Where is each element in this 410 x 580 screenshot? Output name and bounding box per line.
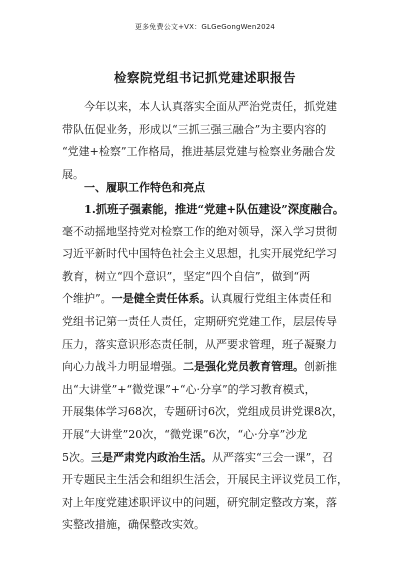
subheading: 1.抓班子强素能，推进“党建+队伍建设”深度融合。: [84, 202, 345, 216]
main-lines: [62, 221, 362, 537]
body-text: 教育，树立“四个意识”，坚定“四个自信”，做到“两: [62, 269, 311, 283]
body-line: [62, 334, 362, 357]
body-text: 压力，落实意识形态责任制，从严要求管理，班子凝聚力: [62, 337, 337, 351]
body-text: 向心力战斗力明显增强。: [62, 360, 183, 374]
body-text: 开展“大讲堂”20次，“微党课”6次，“心·分享”沙龙: [62, 427, 308, 441]
body-line: [62, 379, 362, 402]
header-note: 更多免费公文+VX：GLGeGongWen2024: [134, 23, 276, 31]
main-paragraph: [62, 198, 362, 537]
body-text: 习近平新时代中国特色社会主义思想，扎实开展党纪学习: [62, 247, 337, 261]
body-line: [62, 356, 362, 379]
body-line: [62, 311, 362, 334]
emphasis-text: 二是强化党员教育管理。: [183, 360, 304, 374]
body-line: [62, 424, 362, 447]
body-text: 认真履行党组主体责任和: [210, 292, 332, 306]
intro-line: 今年以来，本人认真落实全面从严治党责任，抓党建: [84, 100, 337, 113]
intro-line: “党建+检察”工作格局，推进基层党建与检察业务融合发: [62, 145, 336, 159]
body-text: 创新推: [304, 360, 337, 374]
body-text: 毫不动摇地坚持党对检察工作的绝对领导，深入学习贯彻: [62, 224, 337, 238]
intro-paragraph: [62, 96, 362, 186]
body-line: [62, 492, 362, 515]
body-line: [62, 221, 362, 244]
emphasis-text: 一是健全责任体系。: [111, 292, 211, 306]
body-text: 从严落实“三会一课”，召: [212, 450, 334, 464]
body-line: [62, 514, 362, 537]
emphasis-text: 三是严肃党内政治生活。: [91, 450, 212, 464]
intro-line: 带队伍促业务，形成以“三抓三强三融合”为主要内容的: [62, 122, 327, 136]
body-text: 个维护”。: [62, 292, 112, 306]
body-line: [62, 447, 362, 470]
body-text: 党组书记第一责任人责任，定期研究党建工作，层层传导: [62, 314, 337, 328]
body-text: 开专题民主生活会和组织生活会，开展民主评议党员工作，: [62, 473, 348, 487]
document-title: 检察院党组书记抓党建述职报告: [113, 70, 296, 85]
section-heading: 一、履职工作特色和亮点: [84, 181, 205, 194]
body-text: 出“大讲堂”+“微党课”+“心·分享”的学习教育模式，: [62, 382, 316, 396]
body-text: 对上年度党建述职评议中的问题，研究制定整改方案，落: [62, 495, 337, 509]
body-text: 实整改措施，确保整改实效。: [62, 518, 205, 532]
body-line: [62, 266, 362, 289]
section-heading-block: [62, 177, 362, 200]
body-line: [62, 469, 362, 492]
body-line: [62, 243, 362, 266]
body-text: 5次。: [62, 450, 91, 464]
intro-line: 展。: [62, 167, 84, 181]
body-line: [62, 401, 362, 424]
body-text: 开展集体学习68次，专题研讨6次，党组成员讲党课8次，: [62, 405, 343, 419]
body-line: [62, 288, 362, 311]
